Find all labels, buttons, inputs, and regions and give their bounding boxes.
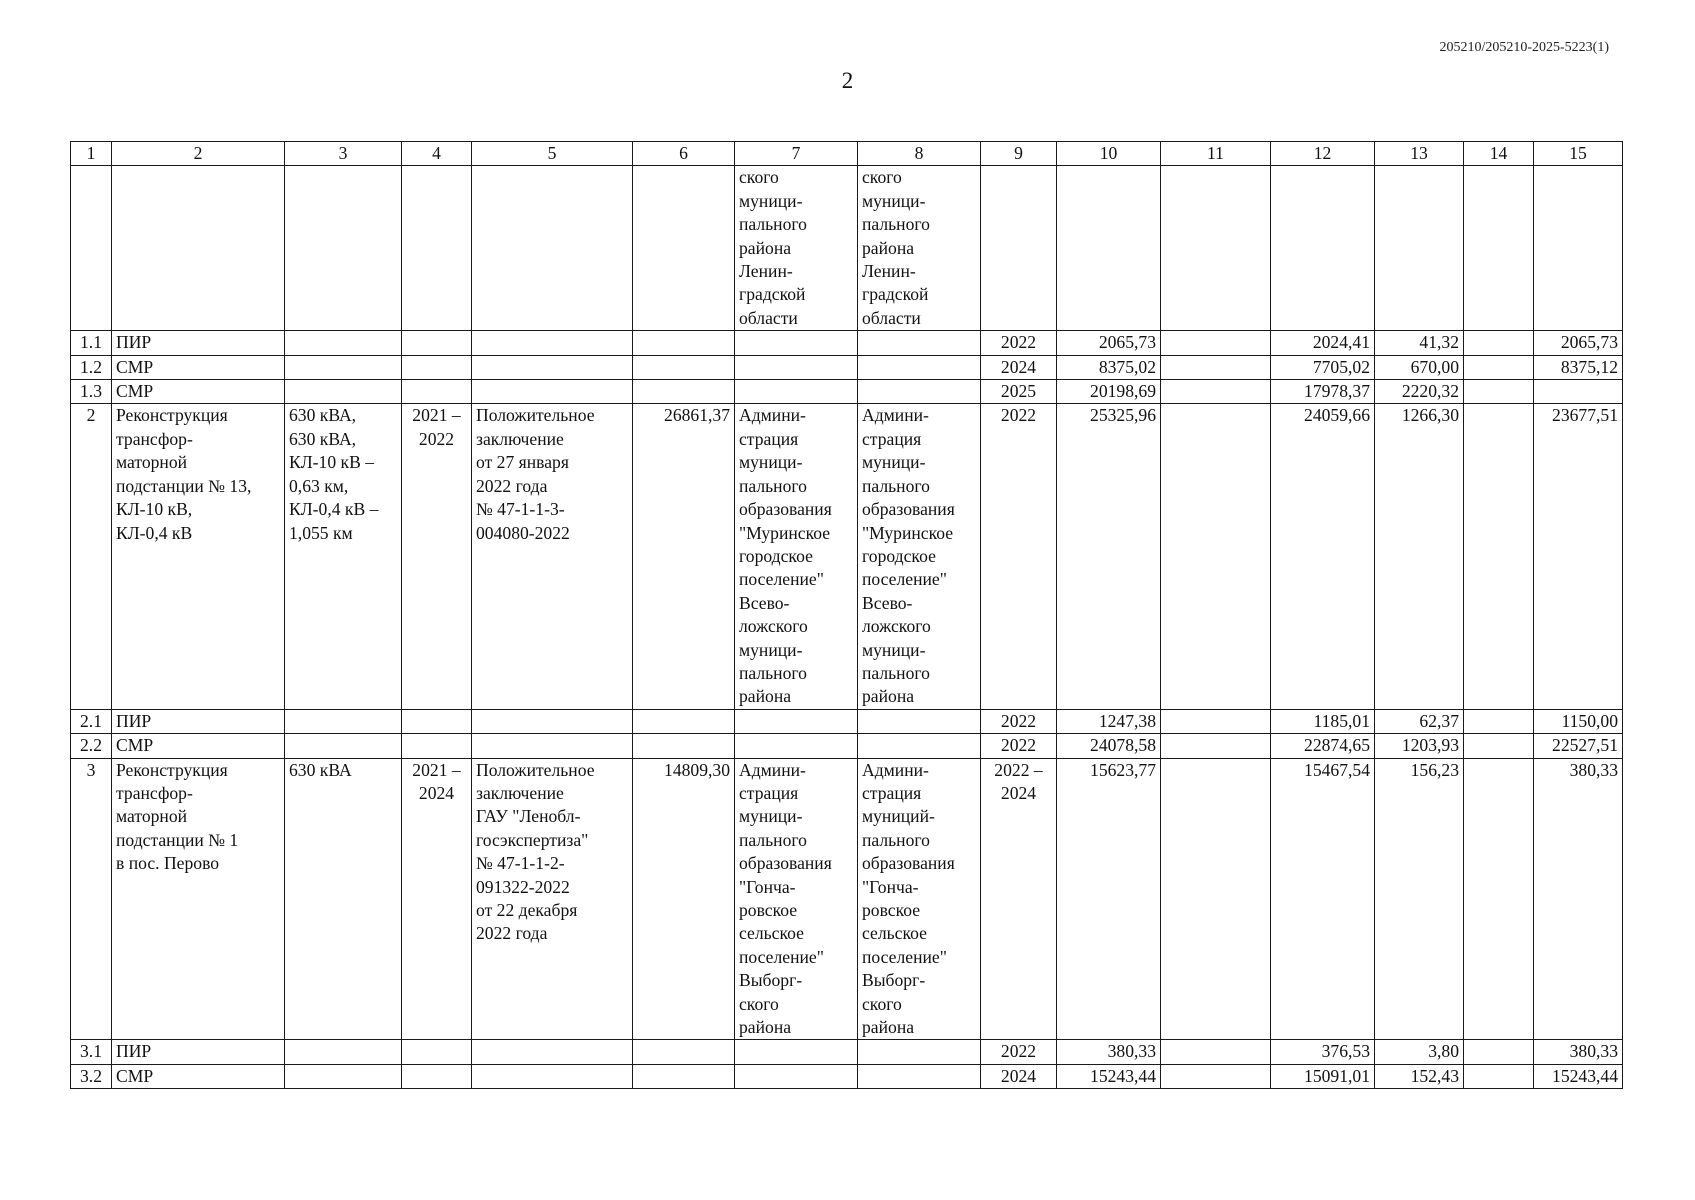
cell-col-2: СМР [112,1064,285,1088]
cell-line: Админи- [862,405,929,426]
cell-col-9: 2024 [981,355,1057,379]
project-row-2 [71,404,1623,709]
cell-line: Реконструкция [116,405,228,426]
cell-col-11 [1161,1064,1271,1088]
cell-line: госэкспертиза" [476,829,589,850]
cell-col-2 [112,166,285,331]
cell-col-11 [1161,709,1271,733]
cell-col-4 [402,1040,472,1064]
cell-line: Выборг- [862,970,926,991]
cell-col-10: 15623,77 [1057,758,1161,1040]
cell-line: "Гонча- [862,876,919,897]
cell-col-2 [112,404,285,709]
cell-col-14 [1464,1064,1534,1088]
cell-line: от 22 декабря [476,900,578,920]
cell-col-7 [735,758,858,1040]
cell-col-11 [1161,380,1271,404]
table-body [71,142,1623,1089]
cell-col-4 [402,166,472,331]
cell-col-9: 2022 [981,734,1057,758]
investment-program-table [70,141,1623,1089]
cell-col-13: 1203,93 [1375,734,1464,758]
cell-col-7 [735,709,858,733]
cell-col-1: 2.2 [71,734,112,758]
cell-col-3 [285,758,402,1040]
cell-line: КЛ-0,4 кВ [116,522,193,543]
cell-col-15: 380,33 [1534,1040,1623,1064]
cell-line: муници- [739,190,803,211]
cell-col-2: СМР [112,734,285,758]
table-row [71,380,1623,404]
cell-line: пального [862,475,930,496]
cell-col-2: СМР [112,380,285,404]
cell-col-13: 2220,32 [1375,380,1464,404]
cell-col-14 [1464,709,1534,733]
cell-line: КЛ-10 кВ, [116,499,193,520]
cell-line: муниций- [862,806,935,827]
cell-line: страция [862,782,922,803]
cell-line: Админи- [862,759,929,780]
cell-line: трансфор- [116,782,193,803]
cell-line: образования [862,853,955,874]
cell-col-10: 1247,38 [1057,709,1161,733]
cell-col-10 [1057,166,1161,331]
cell-col-10: 8375,02 [1057,355,1161,379]
cell-col-6 [633,166,735,331]
cell-line: 2024 [1000,782,1037,803]
cell-line: заключение [476,782,564,803]
column-number-cell: 8 [858,142,981,166]
cell-col-12: 22874,65 [1271,734,1375,758]
column-number-cell: 5 [472,142,633,166]
cell-col-13: 41,32 [1375,331,1464,355]
cell-line: "Муринское [739,522,831,543]
cell-col-6 [633,1040,735,1064]
cell-col-7 [735,1040,858,1064]
cell-col-8 [858,404,981,709]
cell-col-4 [402,709,472,733]
cell-col-5 [472,734,633,758]
column-number-cell: 11 [1161,142,1271,166]
cell-col-14 [1464,380,1534,404]
cell-col-6: 26861,37 [633,404,735,709]
cell-line: Админи- [739,759,806,780]
cell-line: ровское [862,900,921,920]
cell-col-13: 156,23 [1375,758,1464,1040]
cell-col-1: 3 [71,758,112,1040]
cell-col-3 [285,1040,402,1064]
cell-col-6 [633,355,735,379]
cell-col-8 [858,1064,981,1088]
cell-col-4 [402,1064,472,1088]
cell-col-3 [285,734,402,758]
cell-line: пального [739,475,807,496]
cell-col-5 [472,404,633,709]
cell-line: муници- [862,639,926,660]
cell-line: городское [739,545,813,566]
cell-col-4 [402,331,472,355]
cell-col-10: 2065,73 [1057,331,1161,355]
cell-line: муници- [739,639,803,660]
cell-line: страция [739,428,799,449]
cell-col-2: ПИР [112,709,285,733]
cell-line: 2022 [418,428,455,449]
cell-col-15: 380,33 [1534,758,1623,1040]
cell-col-1: 1.2 [71,355,112,379]
cell-col-13: 670,00 [1375,355,1464,379]
table-row [71,331,1623,355]
cell-col-8 [858,709,981,733]
cell-col-6: 14809,30 [633,758,735,1040]
column-number-cell: 4 [402,142,472,166]
cell-line: ложского [739,616,808,637]
cell-col-3 [285,355,402,379]
cell-line: муници- [739,806,803,827]
page-number: 2 [841,68,854,93]
cell-line: 630 кВА, [289,405,357,426]
cell-line: поселение" [862,946,947,967]
cell-col-5 [472,1064,633,1088]
cell-col-5 [472,380,633,404]
cell-line: КЛ-0,4 кВ – [289,499,379,520]
cell-col-13 [1375,166,1464,331]
cell-col-11 [1161,166,1271,331]
cell-line: Ленин- [739,261,793,282]
cell-col-12: 15091,01 [1271,1064,1375,1088]
cell-col-7 [735,380,858,404]
cell-col-6 [633,1064,735,1088]
cell-col-12: 7705,02 [1271,355,1375,379]
cell-line: поселение" [739,569,824,590]
cell-col-8 [858,380,981,404]
cell-line: подстанции № 13, [116,475,252,496]
column-number-cell: 14 [1464,142,1534,166]
column-number-cell: 1 [71,142,112,166]
cell-line: 2022 – [994,759,1043,780]
cell-col-4 [402,404,472,709]
cell-col-10: 15243,44 [1057,1064,1161,1088]
cell-col-1: 1.1 [71,331,112,355]
cell-col-12: 376,53 [1271,1040,1375,1064]
cell-line: в пос. Перово [116,853,220,874]
cell-col-4 [402,380,472,404]
cell-col-13: 62,37 [1375,709,1464,733]
cell-line: 1,055 км [289,522,353,543]
cell-line: 630 кВА, [289,428,357,449]
column-number-cell: 9 [981,142,1057,166]
cell-col-14 [1464,166,1534,331]
cell-line: Реконструкция [116,759,228,780]
table-row [71,355,1623,379]
cell-line: ского [862,167,902,188]
cell-col-12: 2024,41 [1271,331,1375,355]
cell-line: пального [862,662,930,683]
cell-col-15: 15243,44 [1534,1064,1623,1088]
cell-col-14 [1464,331,1534,355]
cell-line: муници- [739,452,803,473]
cell-line: района [739,1017,792,1038]
cell-col-2: СМР [112,355,285,379]
cell-col-8 [858,734,981,758]
column-number-cell: 2 [112,142,285,166]
column-number-cell: 12 [1271,142,1375,166]
cell-line: пального [739,214,807,235]
cell-line: сельское [739,923,804,944]
cell-line: области [739,307,798,328]
cell-line: подстанции № 1 [116,829,239,850]
cell-col-4 [402,758,472,1040]
cell-line: муници- [862,190,926,211]
cell-line: КЛ-10 кВ – [289,452,374,473]
cell-line: ровское [739,900,798,920]
cell-line: "Гонча- [739,876,796,897]
cell-col-9 [981,166,1057,331]
cell-line: Всево- [862,592,913,613]
cell-line: района [739,686,792,707]
cell-col-3 [285,331,402,355]
table-row [71,709,1623,733]
cell-col-5 [472,709,633,733]
cell-line: ложского [862,616,931,637]
cell-col-12: 15467,54 [1271,758,1375,1040]
cell-line: 2024 [418,782,455,803]
cell-col-7 [735,355,858,379]
document-registration-number: 205210/205210-2025-5223(1) [1439,40,1609,55]
cell-col-10: 20198,69 [1057,380,1161,404]
cell-col-2 [112,758,285,1040]
cell-line: ГАУ "Ленобл- [476,806,581,827]
cell-col-10: 380,33 [1057,1040,1161,1064]
column-number-cell: 7 [735,142,858,166]
table-row [71,734,1623,758]
cell-col-12: 17978,37 [1271,380,1375,404]
cell-col-15: 23677,51 [1534,404,1623,709]
column-number-cell: 3 [285,142,402,166]
cell-line: района [739,237,792,258]
cell-col-3 [285,1064,402,1088]
cell-col-1: 1.3 [71,380,112,404]
cell-col-15: 2065,73 [1534,331,1623,355]
cell-col-1: 3.1 [71,1040,112,1064]
cell-col-7 [735,1064,858,1088]
cell-col-11 [1161,355,1271,379]
cell-line: образования [739,853,832,874]
cell-col-1: 3.2 [71,1064,112,1088]
cell-col-1: 2.1 [71,709,112,733]
cell-col-5 [472,331,633,355]
cell-line: сельское [862,923,927,944]
cell-line: образования [862,499,955,520]
cell-col-13: 3,80 [1375,1040,1464,1064]
cell-line: 0,63 км, [289,475,349,496]
cell-col-2: ПИР [112,331,285,355]
cell-col-9: 2022 [981,404,1057,709]
cell-line: муници- [862,452,926,473]
cell-col-8 [858,331,981,355]
cell-col-7 [735,166,858,331]
cell-line: Положительное [476,759,595,780]
cell-line: Всево- [739,592,790,613]
cell-line: пального [862,214,930,235]
cell-line: 004080-2022 [476,522,570,543]
cell-line: района [862,1017,915,1038]
cell-line: № 47-1-1-2- [476,853,565,874]
cell-line: маторной [116,452,188,473]
cell-line: Ленин- [862,261,916,282]
cell-col-4 [402,734,472,758]
cell-col-14 [1464,758,1534,1040]
cell-col-5 [472,355,633,379]
cell-col-4 [402,355,472,379]
cell-col-8 [858,166,981,331]
cell-line: района [862,686,915,707]
cell-line: № 47-1-1-3- [476,499,565,520]
cell-col-6 [633,331,735,355]
cell-col-3 [285,166,402,331]
cell-col-13: 1266,30 [1375,404,1464,709]
cell-col-9: 2025 [981,380,1057,404]
cell-col-6 [633,380,735,404]
cell-line: Выборг- [739,970,803,991]
cell-line: области [862,307,921,328]
cell-col-12: 1185,01 [1271,709,1375,733]
cell-col-15: 1150,00 [1534,709,1623,733]
cell-col-9: 2022 [981,1040,1057,1064]
cell-col-2: ПИР [112,1040,285,1064]
cell-col-8 [858,758,981,1040]
cell-col-5 [472,758,633,1040]
cell-col-15: 22527,51 [1534,734,1623,758]
cell-col-1: 2 [71,404,112,709]
cell-line: поселение" [739,946,824,967]
cell-line: маторной [116,806,188,827]
cell-col-11 [1161,331,1271,355]
cell-col-5 [472,1040,633,1064]
column-number-cell: 15 [1534,142,1623,166]
cell-col-9: 2022 [981,709,1057,733]
cell-col-13: 152,43 [1375,1064,1464,1088]
cell-line: страция [862,428,922,449]
cell-col-3 [285,404,402,709]
cell-line: ского [862,993,902,1014]
cell-line: ского [739,993,779,1014]
cell-col-5 [472,166,633,331]
cell-col-7 [735,331,858,355]
cell-col-14 [1464,1040,1534,1064]
cell-col-11 [1161,404,1271,709]
cell-line: трансфор- [116,428,193,449]
cell-col-10: 24078,58 [1057,734,1161,758]
cell-line: 2022 года [476,923,548,944]
cell-col-14 [1464,404,1534,709]
cell-line: Положительное [476,405,595,426]
column-number-row [71,142,1623,166]
cell-col-11 [1161,1040,1271,1064]
cell-col-11 [1161,758,1271,1040]
cell-col-11 [1161,734,1271,758]
cell-line: поселение" [862,569,947,590]
cell-line: "Муринское [862,522,954,543]
cell-line: городское [862,545,936,566]
cell-line: 2021 – [412,405,461,426]
project-row-3 [71,758,1623,1040]
cell-line: ского [739,167,779,188]
cell-line: 091322-2022 [476,876,570,897]
cell-col-8 [858,1040,981,1064]
cell-col-14 [1464,355,1534,379]
cell-col-15 [1534,380,1623,404]
column-number-cell: 10 [1057,142,1161,166]
cell-col-3 [285,380,402,404]
table-row [71,1040,1623,1064]
cell-line: заключение [476,428,564,449]
cell-col-6 [633,709,735,733]
column-number-cell: 13 [1375,142,1464,166]
cell-line: градской [739,284,806,305]
cell-line: пального [739,829,807,850]
cell-col-7 [735,734,858,758]
cell-col-9: 2022 [981,331,1057,355]
cell-line: 630 кВА [289,759,352,780]
cell-line: пального [739,662,807,683]
cell-line: 2021 – [412,759,461,780]
cell-col-6 [633,734,735,758]
table-row [71,1064,1623,1088]
cell-col-12: 24059,66 [1271,404,1375,709]
cell-line: района [862,237,915,258]
cell-line: образования [739,499,832,520]
cell-col-14 [1464,734,1534,758]
cell-col-1 [71,166,112,331]
cell-col-7 [735,404,858,709]
cell-col-15: 8375,12 [1534,355,1623,379]
cell-line: Админи- [739,405,806,426]
cell-line: 2022 года [476,475,548,496]
cell-col-9: 2024 [981,1064,1057,1088]
cell-col-15 [1534,166,1623,331]
cell-line: страция [739,782,799,803]
cell-col-9 [981,758,1057,1040]
continuation-row [71,166,1623,331]
cell-col-12 [1271,166,1375,331]
column-number-cell: 6 [633,142,735,166]
cell-line: от 27 января [476,452,569,473]
cell-col-8 [858,355,981,379]
cell-col-3 [285,709,402,733]
cell-line: градской [862,284,929,305]
cell-line: пального [862,829,930,850]
cell-col-10: 25325,96 [1057,404,1161,709]
